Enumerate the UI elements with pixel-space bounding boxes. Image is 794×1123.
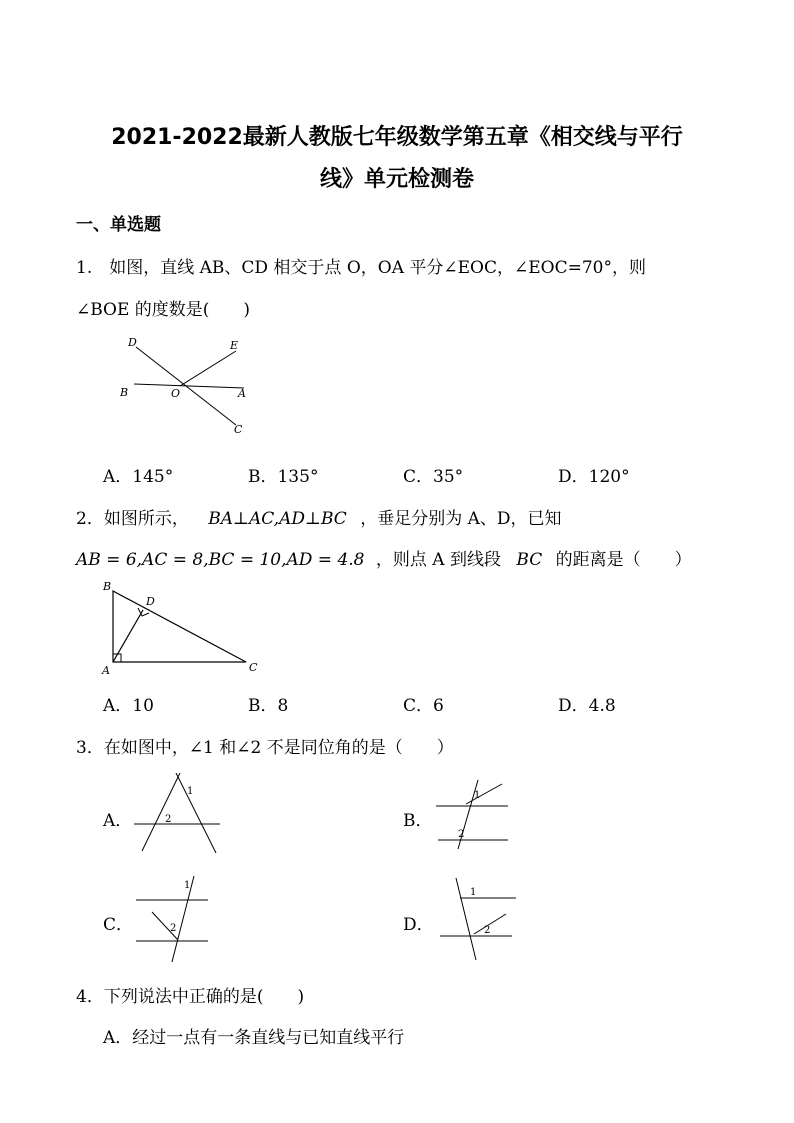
q3c-angle-1: 1 xyxy=(184,880,191,891)
q1-label-c: C xyxy=(234,423,243,436)
title-line-1: 2021-2022最新人教版七年级数学第五章《相交线与平行 xyxy=(111,125,683,150)
q2-prefix: 2．如图所示， xyxy=(76,509,189,529)
q2-mid: ，则点 A 到线段 xyxy=(375,550,501,570)
q1-label-o: O xyxy=(171,387,181,400)
q3-option-a-label[interactable]: A． xyxy=(103,811,133,831)
q3-figure-c xyxy=(132,872,214,964)
q2-label-b: B xyxy=(103,580,112,593)
q4-text-line-1: 4．下列说法中正确的是( ) xyxy=(76,987,305,1007)
q3c-angle-2: 2 xyxy=(170,923,177,934)
q3b-angle-2: 2 xyxy=(458,829,465,840)
q1-option-d[interactable]: D．120° xyxy=(558,467,630,487)
q3-figure-b xyxy=(434,776,520,852)
q2-label-d: D xyxy=(146,595,155,608)
q1-label-e: E xyxy=(230,339,239,352)
q2-label-a: A xyxy=(102,664,110,677)
q2-text-line-2 xyxy=(76,545,692,570)
q3-option-d-label[interactable]: D． xyxy=(403,915,434,935)
q3-text-line-1: 3．在如图中，∠1 和∠2 不是同位角的是（ ） xyxy=(76,738,454,758)
q1-text-line-1: 1. 如图，直线 AB、CD 相交于点 O，OA 平分∠EOC，∠EOC=70°，则 xyxy=(76,258,646,278)
q1-option-c[interactable]: C．35° xyxy=(403,467,464,487)
q3d-angle-1: 1 xyxy=(470,887,477,898)
q2-figure xyxy=(98,576,268,681)
q3b-angle-1: 1 xyxy=(474,790,481,801)
q2-math-bc: BC xyxy=(516,550,543,570)
q2-option-b[interactable]: B．8 xyxy=(248,696,289,716)
q3a-angle-2: 2 xyxy=(165,814,172,825)
q3-option-c-label[interactable]: C． xyxy=(103,915,134,935)
q2-option-d[interactable]: D．4.8 xyxy=(558,696,616,716)
q3a-angle-1: 1 xyxy=(187,786,194,797)
q2-option-a[interactable]: A．10 xyxy=(103,696,154,716)
q2-math-lengths: AB = 6,AC = 8,BC = 10,AD = 4.8 xyxy=(76,550,365,570)
q2-label-c: C xyxy=(249,661,258,674)
section-heading: 一、单选题 xyxy=(76,215,161,235)
q2-suffix: ，垂足分别为 A、D，已知 xyxy=(360,509,562,529)
q4-option-a[interactable]: A．经过一点有一条直线与已知直线平行 xyxy=(103,1028,405,1048)
q1-text-line-2: ∠BOE 的度数是( ) xyxy=(76,300,251,320)
q1-label-b: B xyxy=(120,386,129,399)
q3d-angle-2: 2 xyxy=(484,925,491,936)
title-line-2: 线》单元检测卷 xyxy=(319,167,474,192)
q3-figure-d xyxy=(436,876,518,962)
q2-end: 的距离是（ ） xyxy=(555,550,692,570)
q2-option-c[interactable]: C．6 xyxy=(403,696,444,716)
q3-figure-a xyxy=(132,773,222,855)
q1-label-a: A xyxy=(238,387,246,400)
q2-math-perp: BA⊥AC,AD⊥BC xyxy=(208,509,347,529)
q1-figure xyxy=(110,333,260,438)
q3-option-b-label[interactable]: B． xyxy=(403,811,433,831)
q2-text-line-1 xyxy=(76,504,562,529)
q1-option-b[interactable]: B．135° xyxy=(248,467,319,487)
q1-label-d: D xyxy=(128,336,137,349)
q1-option-a[interactable]: A．145° xyxy=(103,467,174,487)
